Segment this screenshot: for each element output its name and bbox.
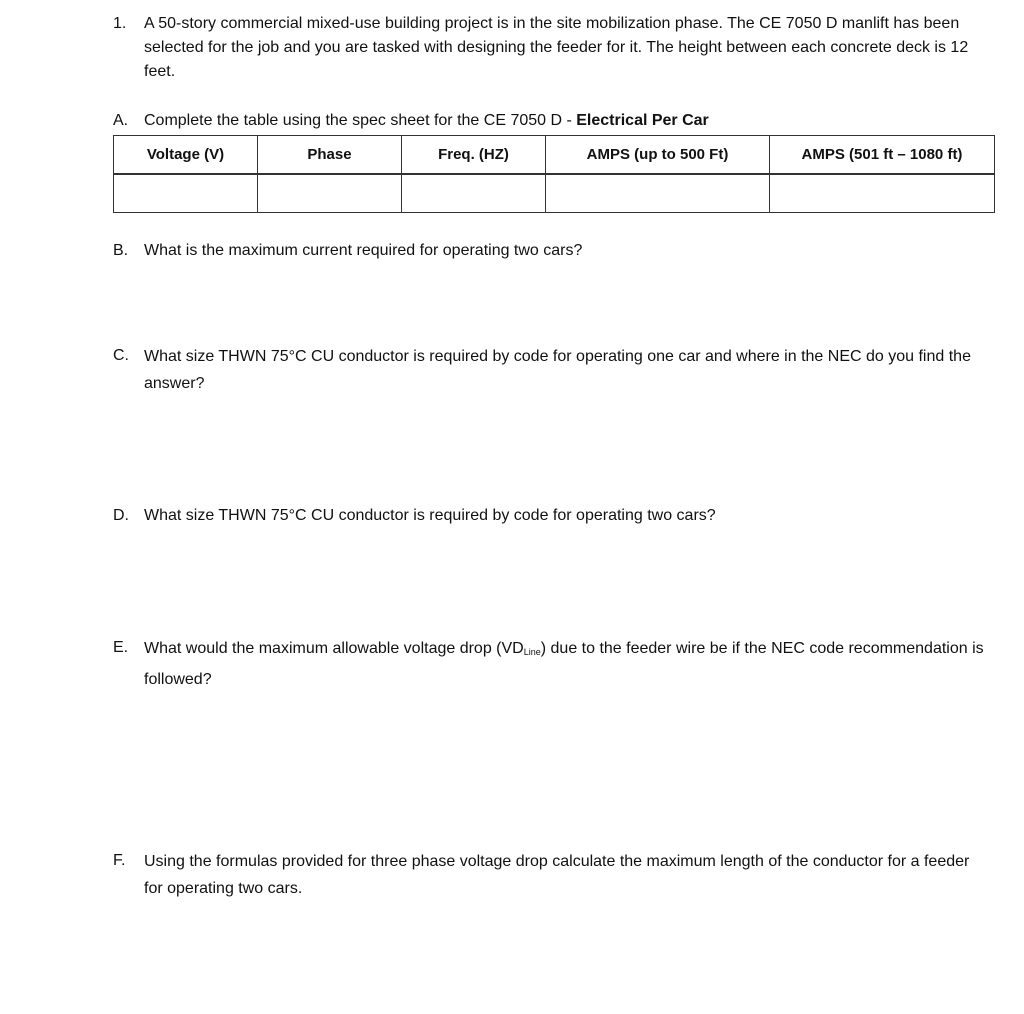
part-d-text: What size THWN 75°C CU conductor is required by code for operating two cars? (144, 507, 716, 524)
part-e-text-before: What would the maximum allowable voltage drop (VD (144, 640, 524, 657)
part-c-text: What size THWN 75°C CU conductor is required by code for operating one car and where in the NEC do you find the answer? (144, 348, 971, 392)
header-frequency: Freq. (HZ) (402, 136, 546, 175)
cell-amps-up-to-500ft[interactable] (546, 174, 770, 213)
part-b-text: What is the maximum current required for operating two cars? (144, 242, 583, 259)
part-c-letter: C. (113, 347, 129, 364)
part-a-prompt (144, 109, 984, 133)
part-b-letter: B. (113, 242, 129, 259)
header-amps-up-to-500ft: AMPS (up to 500 Ft) (546, 136, 770, 175)
part-a-text: Complete the table using the spec sheet for the CE 7050 D - (144, 112, 577, 129)
part-f-text: Using the formulas provided for three phase voltage drop calculate the maximum length of the conductor for a feeder for operating two cars. (144, 853, 970, 897)
part-e-subscript: Line (523, 647, 541, 657)
cell-phase[interactable] (258, 174, 402, 213)
cell-frequency[interactable] (402, 174, 546, 213)
part-e-text-after: ) due to the feeder wire be if the NEC code recommendation is followed? (144, 640, 984, 688)
header-phase: Phase (258, 136, 402, 175)
part-a-letter: A. (113, 112, 129, 129)
electrical-spec-table (113, 135, 995, 213)
part-e-text (144, 635, 984, 693)
header-voltage: Voltage (V) (114, 136, 258, 175)
part-e-letter: E. (113, 639, 129, 656)
part-f-letter: F. (113, 852, 126, 869)
cell-voltage[interactable] (114, 174, 258, 213)
table-row (114, 174, 995, 213)
cell-amps-501-1080ft[interactable] (770, 174, 995, 213)
part-d-letter: D. (113, 507, 129, 524)
question-1-text: A 50-story commercial mixed-use building project is in the site mobilization phase. The CE 7050 D manlift has been selected for the job and you are tasked with designing the feeder for it. The height between each concrete deck is 12 feet. (144, 15, 969, 80)
table-header-row (114, 136, 995, 175)
part-a-bold-text: Electrical Per Car (576, 112, 709, 129)
header-amps-501-1080ft: AMPS (501 ft – 1080 ft) (770, 136, 995, 175)
question-1-number: 1. (113, 15, 127, 32)
